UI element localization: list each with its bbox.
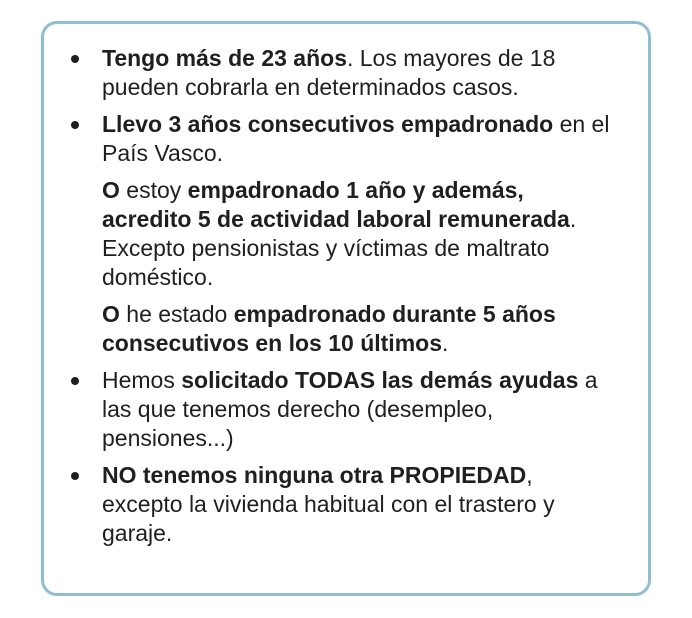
bullet-icon xyxy=(71,377,79,385)
requirement-item xyxy=(44,110,648,358)
bullet-icon xyxy=(71,472,79,480)
requirements-list xyxy=(44,44,648,556)
regular-text: . xyxy=(442,330,449,356)
bold-text: O xyxy=(102,301,120,327)
requirement-paragraph xyxy=(102,366,618,453)
requirement-paragraph xyxy=(102,176,618,292)
regular-text: , excepto la vivienda habitual con el trastero y garaje. xyxy=(102,462,555,546)
regular-text: . Excepto pensionistas y víctimas de maltrato doméstico. xyxy=(102,206,577,290)
regular-text: he estado xyxy=(119,301,234,327)
regular-text: estoy xyxy=(119,177,188,203)
requirement-item xyxy=(44,44,648,102)
bold-text: solicitado TODAS las demás ayudas xyxy=(181,367,579,393)
bold-text: empadronado durante 5 años consecutivos en los 10 últimos xyxy=(102,301,556,356)
requirement-paragraph xyxy=(102,461,618,548)
bold-text: O xyxy=(102,177,120,203)
bullet-icon xyxy=(71,55,79,63)
requirement-paragraph xyxy=(102,300,618,358)
requirement-item xyxy=(44,461,648,548)
bold-text: empadronado 1 año y además, acredito 5 de actividad laboral remunerada xyxy=(102,177,570,232)
requirement-paragraph xyxy=(102,110,618,168)
regular-text: a las que tenemos derecho (desempleo, pensiones...) xyxy=(102,367,598,451)
bold-text: Tengo más de 23 años xyxy=(102,45,347,71)
requirements-card xyxy=(41,21,651,596)
requirement-paragraph xyxy=(102,44,618,102)
bold-text: NO tenemos ninguna otra PROPIEDAD xyxy=(102,462,527,488)
regular-text: Hemos xyxy=(102,367,182,393)
bullet-icon xyxy=(71,121,79,129)
regular-text: en el País Vasco. xyxy=(102,111,610,166)
bold-text: Llevo 3 años consecutivos empadronado xyxy=(102,111,554,137)
requirement-item xyxy=(44,366,648,453)
regular-text: . Los mayores de 18 pueden cobrarla en determinados casos. xyxy=(102,45,556,100)
